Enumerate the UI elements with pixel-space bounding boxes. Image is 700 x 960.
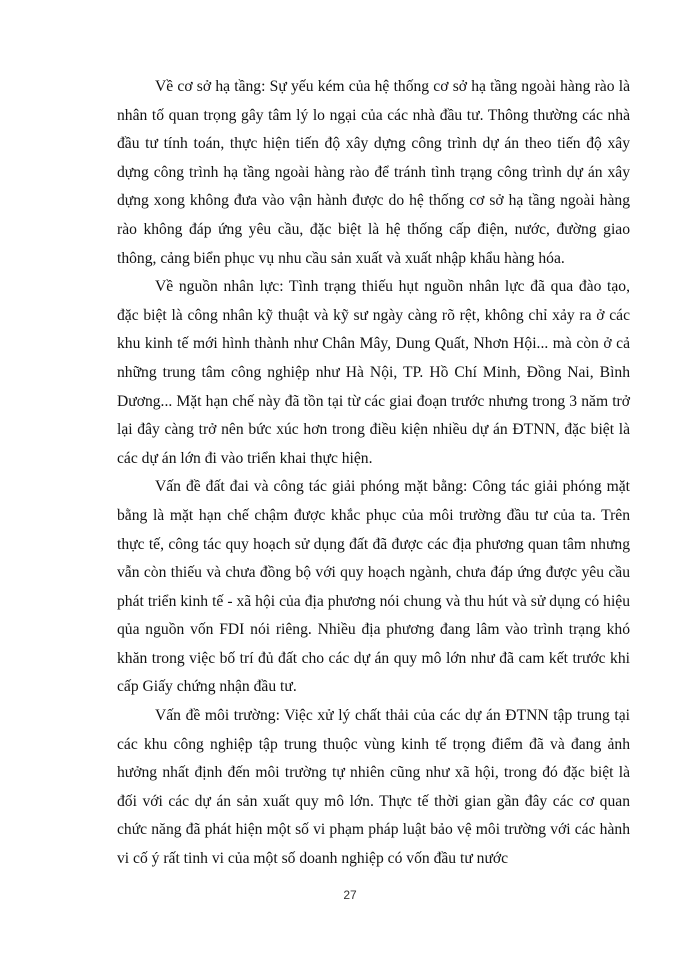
paragraph-land-clearance: Vấn đề đất đai và công tác giải phóng mặt bằng: Công tác giải phóng mặt bằng là mặt hạn chế chậm được khắc phục của môi trường đầu tư của ta. Trên thực tế, công tác quy hoạch sử dụng đất đã được các địa phương quan tâm nhưng vẫn còn thiếu và chưa đồng bộ với quy hoạch ngành, chưa đáp ứng được yêu cầu phát triển kinh tế - xã hội của địa phương nói chung và thu hút và sử dụng có hiệu qủa nguồn vốn FDI nói riêng. Nhiều địa phương đang lâm vào trình trạng khó khăn trong việc bố trí đủ đất cho các dự án quy mô lớn như đã cam kết trước khi cấp Giấy chứng nhận đầu tư. xyxy=(117,478,630,696)
paragraph-environment: Vấn đề môi trường: Việc xử lý chất thải của các dự án ĐTNN tập trung tại các khu công nghiệp tập trung thuộc vùng kinh tế trọng điểm đã và đang ảnh hưởng nhất định đến môi trường tự nhiên cũng như xã hội, trong đó đặc biệt là đối với các dự án sản xuất quy mô lớn. Thực tế thời gian gần đây các cơ quan chức năng đã phát hiện một số vi phạm pháp luật bảo vệ môi trường với các hành vi cố ý rất tinh vi của một số doanh nghiệp có vốn đầu tư nước xyxy=(117,707,630,868)
paragraph-human-resources: Về nguồn nhân lực: Tình trạng thiếu hụt nguồn nhân lực đã qua đào tạo, đặc biệt là công nhân kỹ thuật và kỹ sư ngày càng rõ rệt, không chỉ xảy ra ở các khu kinh tế mới hình thành như Chân Mây, Dung Quất, Nhơn Hội... mà còn ở cả những trung tâm công nghiệp như Hà Nội, TP. Hồ Chí Minh, Đồng Nai, Bình Dương... Mặt hạn chế này đã tồn tại từ các giai đoạn trước nhưng trong 3 năm trở lại đây càng trở nên bức xúc hơn trong điều kiện nhiều dự án ĐTNN, đặc biệt là các dự án lớn đi vào triển khai thực hiện. xyxy=(117,278,630,467)
document-body xyxy=(117,73,630,874)
paragraph-infrastructure: Về cơ sở hạ tầng: Sự yếu kém của hệ thống cơ sở hạ tầng ngoài hàng rào là nhân tố quan trọng gây tâm lý lo ngại của các nhà đầu tư. Thông thường các nhà đầu tư tính toán, thực hiện tiến độ xây dựng công trình dự án theo tiến độ xây dựng công trình hạ tầng ngoài hàng rào để tránh tình trạng công trình dự án xây dựng xong không đưa vào vận hành được do hệ thống cơ sở hạ tầng ngoài hàng rào không đáp ứng yêu cầu, đặc biệt là hệ thống cấp điện, nước, đường giao thông, cảng biển phục vụ nhu cầu sản xuất và xuất nhập khẩu hàng hóa. xyxy=(117,78,630,267)
page-number: 27 xyxy=(343,888,357,902)
